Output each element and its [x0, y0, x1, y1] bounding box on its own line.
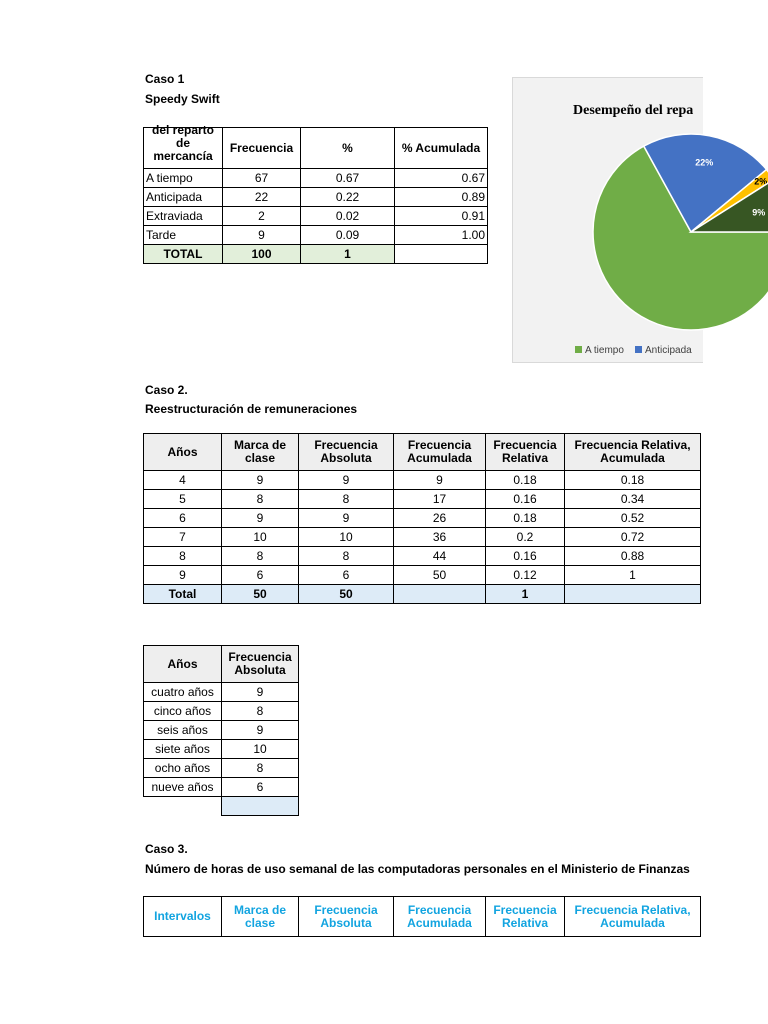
- table-cell: cinco años: [144, 702, 222, 721]
- table-cell: 9: [223, 226, 301, 245]
- table-cell: 8: [299, 547, 394, 566]
- table-cell: 36: [394, 528, 486, 547]
- table-cell: 0.67: [301, 169, 395, 188]
- caso2-title: Caso 2.: [145, 383, 188, 397]
- total-cell: 50: [222, 585, 299, 604]
- table-row: [144, 226, 488, 245]
- caso3-header-relativa-acumulada: Frecuencia Relativa, Acumulada: [565, 897, 701, 937]
- table-row: [144, 188, 488, 207]
- table-cell: 2: [223, 207, 301, 226]
- caso3-table: [143, 896, 701, 937]
- table-cell: 10: [222, 528, 299, 547]
- table-cell: 0.16: [486, 547, 565, 566]
- table-cell: 0.12: [486, 566, 565, 585]
- table-cell: 0.2: [486, 528, 565, 547]
- pie-data-label: 9%: [752, 207, 766, 218]
- table-cell: nueve años: [144, 778, 222, 797]
- table-cell: 7: [144, 528, 222, 547]
- caso3-header-intervalos: Intervalos: [144, 897, 222, 937]
- caso2-header-relativa: Frecuencia Relativa: [486, 434, 565, 471]
- empty-cell: [144, 797, 222, 816]
- pie-chart-svg: [513, 78, 768, 362]
- caso1-header-percent: %: [301, 128, 395, 169]
- caso2-header-relativa-acumulada: Frecuencia Relativa, Acumulada: [565, 434, 701, 471]
- table-cell: 0.18: [565, 471, 701, 490]
- caso3-header-marca: Marca de clase: [222, 897, 299, 937]
- table-cell: 26: [394, 509, 486, 528]
- table-row: [144, 721, 299, 740]
- caso2-header-anos: Años: [144, 434, 222, 471]
- table-cell: 0.52: [565, 509, 701, 528]
- table-cell: 0.89: [395, 188, 488, 207]
- table-row: [144, 702, 299, 721]
- table-row: [144, 509, 701, 528]
- table-row: [144, 169, 488, 188]
- caso1-title: Caso 1: [145, 72, 185, 86]
- table-cell: 0.67: [395, 169, 488, 188]
- table-cell: 6: [144, 509, 222, 528]
- caso2-header-acumulada: Frecuencia Acumulada: [394, 434, 486, 471]
- table-cell: ocho años: [144, 759, 222, 778]
- table-cell: Extraviada: [144, 207, 223, 226]
- table-cell: 9: [299, 471, 394, 490]
- total-cell: [394, 585, 486, 604]
- table-cell: 0.91: [395, 207, 488, 226]
- caso3-subtitle: Número de horas de uso semanal de las computadoras personales en el Ministerio de Finanzas: [145, 862, 690, 876]
- caso2b-header-anos: Años: [144, 646, 222, 683]
- table-cell: siete años: [144, 740, 222, 759]
- table-cell: 17: [394, 490, 486, 509]
- caso1-header-frecuencia: Frecuencia: [223, 128, 301, 169]
- caso2b-table: [143, 645, 299, 816]
- caso1-subtitle: Speedy Swift: [145, 92, 220, 106]
- table-cell: 0.22: [301, 188, 395, 207]
- legend-item-a-tiempo: A tiempo: [575, 345, 624, 356]
- caso1-table: [143, 122, 488, 264]
- legend-swatch: [635, 346, 642, 353]
- table-cell: 10: [299, 528, 394, 547]
- total-cell: 50: [299, 585, 394, 604]
- table-cell: 9: [222, 721, 299, 740]
- total-label: TOTAL: [144, 245, 223, 264]
- table-cell: 9: [299, 509, 394, 528]
- caso3-title: Caso 3.: [145, 842, 188, 856]
- table-cell: 67: [223, 169, 301, 188]
- table-cell: 44: [394, 547, 486, 566]
- table-cell: 0.88: [565, 547, 701, 566]
- table-cell: 0.16: [486, 490, 565, 509]
- table-cell: 0.72: [565, 528, 701, 547]
- caso2-table: [143, 433, 701, 604]
- caso2-header-marca: Marca de clase: [222, 434, 299, 471]
- table-cell: A tiempo: [144, 169, 223, 188]
- table-cell: 0.18: [486, 471, 565, 490]
- table-row: [144, 490, 701, 509]
- total-row: [144, 797, 299, 816]
- total-cell: [222, 797, 299, 816]
- table-cell: 8: [222, 547, 299, 566]
- table-cell: 6: [222, 778, 299, 797]
- total-cell: 1: [301, 245, 395, 264]
- table-cell: 5: [144, 490, 222, 509]
- table-cell: Anticipada: [144, 188, 223, 207]
- table-row: [144, 471, 701, 490]
- table-cell: 10: [222, 740, 299, 759]
- table-cell: seis años: [144, 721, 222, 740]
- table-cell: 9: [394, 471, 486, 490]
- table-cell: 1.00: [395, 226, 488, 245]
- caso2-subtitle: Reestructuración de remuneraciones: [145, 402, 358, 416]
- table-row: [144, 566, 701, 585]
- caso1-header-category: del reparto de mercancía: [144, 128, 223, 169]
- table-cell: 0.18: [486, 509, 565, 528]
- table-row: [144, 778, 299, 797]
- table-cell: 9: [222, 471, 299, 490]
- total-cell: 1: [486, 585, 565, 604]
- table-cell: 8: [144, 547, 222, 566]
- table-cell: 22: [223, 188, 301, 207]
- table-cell: 4: [144, 471, 222, 490]
- pie-chart: [512, 77, 768, 363]
- caso1-header-acumulada: % Acumulada: [395, 128, 488, 169]
- table-cell: 0.02: [301, 207, 395, 226]
- table-cell: 8: [299, 490, 394, 509]
- caso3-header-relativa: Frecuencia Relativa: [486, 897, 565, 937]
- caso2-header-absoluta: Frecuencia Absoluta: [299, 434, 394, 471]
- caso3-header-absoluta: Frecuencia Absoluta: [299, 897, 394, 937]
- table-cell: 1: [565, 566, 701, 585]
- table-cell: 0.34: [565, 490, 701, 509]
- table-cell: 8: [222, 490, 299, 509]
- table-cell: 8: [222, 759, 299, 778]
- table-cell: 9: [144, 566, 222, 585]
- table-cell: 9: [222, 509, 299, 528]
- table-cell: cuatro años: [144, 683, 222, 702]
- table-row: [144, 547, 701, 566]
- table-row: [144, 759, 299, 778]
- total-row: [144, 245, 488, 264]
- table-cell: 0.09: [301, 226, 395, 245]
- pie-data-label: 2%: [754, 176, 768, 187]
- table-row: [144, 740, 299, 759]
- table-cell: Tarde: [144, 226, 223, 245]
- table-cell: 6: [222, 566, 299, 585]
- table-row: [144, 528, 701, 547]
- table-cell: 8: [222, 702, 299, 721]
- legend-item-anticipada: Anticipada: [635, 345, 692, 356]
- table-row: [144, 683, 299, 702]
- legend-swatch: [575, 346, 582, 353]
- pie-data-label: 22%: [695, 157, 714, 168]
- total-label: Total: [144, 585, 222, 604]
- total-row: [144, 585, 701, 604]
- total-cell: [395, 245, 488, 264]
- total-cell: [565, 585, 701, 604]
- table-cell: 9: [222, 683, 299, 702]
- table-cell: 6: [299, 566, 394, 585]
- chart-title: Desempeño del repa: [573, 103, 694, 118]
- caso2b-header-absoluta: Frecuencia Absoluta: [222, 646, 299, 683]
- table-cell: 50: [394, 566, 486, 585]
- total-cell: 100: [223, 245, 301, 264]
- table-row: [144, 207, 488, 226]
- caso3-header-acumulada: Frecuencia Acumulada: [394, 897, 486, 937]
